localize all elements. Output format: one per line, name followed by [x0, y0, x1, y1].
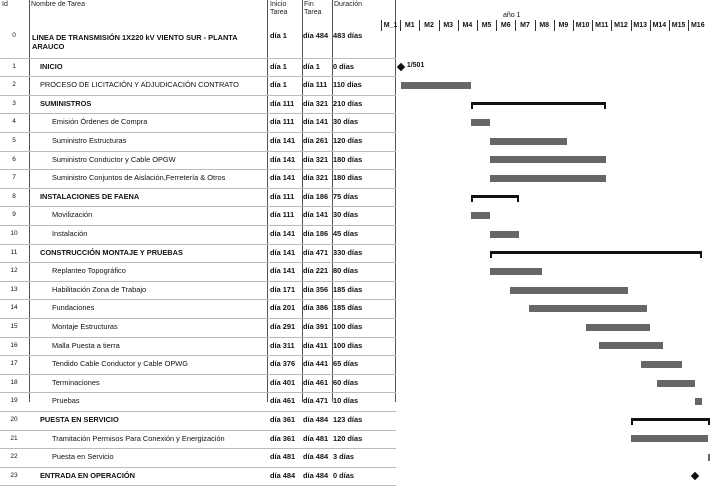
- header-id-label: Id: [2, 1, 8, 8]
- task-name: Instalación: [52, 229, 88, 238]
- task-row[interactable]: [0, 281, 396, 299]
- task-name: ENTRADA EN OPERACIÓN: [40, 470, 135, 480]
- task-duration: 120 días: [333, 136, 363, 145]
- task-row[interactable]: [0, 113, 396, 131]
- task-end: día 321: [303, 173, 329, 183]
- task-id: 8: [12, 192, 16, 200]
- summary-bar-cap: [604, 102, 606, 109]
- task-bar[interactable]: [490, 175, 605, 182]
- task-end: día 471: [303, 247, 329, 257]
- task-end: día 484: [303, 31, 329, 40]
- task-end: día 441: [303, 359, 329, 369]
- task-start: día 1: [270, 61, 287, 71]
- task-name: Suministro Estructuras: [52, 136, 127, 145]
- task-start: día 111: [270, 98, 295, 108]
- summary-bar-cap: [471, 102, 473, 109]
- month-label: M15: [671, 22, 686, 29]
- month-label: M2: [424, 22, 434, 29]
- task-end: día 141: [303, 117, 329, 127]
- task-end: día 356: [303, 284, 329, 294]
- month-label: M1: [404, 22, 415, 29]
- milestone-diamond[interactable]: [397, 63, 405, 71]
- task-end: día 471: [303, 396, 329, 406]
- task-name: INSTALACIONES DE FAENA: [40, 191, 140, 201]
- task-duration: 210 días: [333, 98, 363, 108]
- task-name: PUESTA EN SERVICIO: [40, 415, 119, 424]
- header-name[interactable]: [29, 0, 267, 28]
- month-label: M6: [500, 22, 511, 29]
- task-duration: 330 días: [333, 247, 363, 257]
- task-duration: 100 días: [333, 340, 363, 350]
- task-name: SUMINISTROS: [40, 98, 92, 108]
- task-row[interactable]: [0, 58, 396, 76]
- task-start: día 141: [270, 229, 296, 238]
- task-duration: 185 días: [333, 284, 363, 294]
- task-row[interactable]: [0, 30, 396, 58]
- task-bar[interactable]: [490, 156, 605, 163]
- task-end: día 111: [303, 80, 328, 90]
- task-duration: 120 días: [333, 433, 363, 443]
- task-bar[interactable]: [529, 305, 647, 312]
- task-duration: 110 días: [333, 80, 362, 90]
- task-bar[interactable]: [471, 119, 490, 126]
- month-label: M16: [690, 22, 705, 29]
- task-duration: 30 días: [333, 117, 359, 127]
- task-id: 20: [10, 416, 18, 423]
- task-id: 10: [10, 230, 18, 237]
- task-name: LINEA DE TRANSMISIÓN 1X220 kV VIENTO SUR - PLANTA ARAUCO: [32, 33, 238, 51]
- task-name: PROCESO DE LICITACIÓN Y ADJUDICACIÓN CONTRATO: [40, 80, 239, 90]
- task-row[interactable]: [0, 392, 396, 410]
- task-start: día 171: [270, 284, 296, 294]
- task-duration: 483 días: [333, 31, 363, 40]
- task-name: Fundaciones: [52, 303, 95, 313]
- task-name: INICIO: [40, 61, 63, 71]
- task-start: día 111: [270, 117, 295, 127]
- summary-bar-cap: [471, 195, 473, 202]
- task-name: Suministro Conductor y Cable OPGW: [52, 154, 176, 164]
- task-id: 19: [10, 397, 18, 405]
- task-start: día 484: [270, 470, 296, 480]
- task-start: día 401: [270, 377, 296, 387]
- summary-bar-cap: [517, 195, 519, 202]
- month-label: M11: [595, 22, 609, 29]
- task-start: día 311: [270, 340, 295, 350]
- task-id: 1: [12, 62, 16, 70]
- task-id: 18: [10, 378, 18, 386]
- task-row[interactable]: [0, 244, 396, 262]
- task-start: día 141: [270, 136, 296, 145]
- task-row[interactable]: [0, 467, 396, 485]
- month-label: M12: [614, 22, 628, 29]
- task-duration: 100 días: [333, 322, 363, 331]
- task-name: Terminaciones: [52, 377, 100, 387]
- task-row[interactable]: [0, 262, 396, 280]
- task-start: día 361: [270, 433, 296, 443]
- task-row[interactable]: [0, 225, 396, 243]
- task-duration: 80 días: [333, 266, 359, 276]
- task-bar[interactable]: [401, 82, 471, 89]
- task-start: día 111: [270, 191, 295, 201]
- task-end: día 386: [303, 303, 329, 313]
- month-label: M5: [481, 22, 492, 29]
- task-name: Montaje Estructuras: [52, 322, 118, 331]
- task-bar[interactable]: [641, 361, 683, 368]
- header-start[interactable]: [268, 0, 302, 28]
- task-row[interactable]: [0, 318, 396, 336]
- task-id: 15: [10, 323, 18, 330]
- task-id: 7: [12, 174, 16, 182]
- task-id: 23: [10, 471, 18, 479]
- task-duration: 0 días: [333, 470, 354, 480]
- task-end: día 321: [303, 98, 329, 108]
- task-bar[interactable]: [471, 212, 490, 219]
- task-id: 2: [12, 81, 16, 89]
- milestone-diamond[interactable]: [691, 472, 699, 480]
- task-end: día 481: [303, 433, 329, 443]
- milestone-date-label: 1/501: [406, 61, 425, 69]
- task-start: día 141: [270, 247, 296, 257]
- task-start: día 111: [270, 210, 295, 220]
- task-row[interactable]: [0, 355, 396, 373]
- task-start: día 361: [270, 415, 296, 424]
- task-end: día 186: [303, 229, 329, 238]
- task-duration: 180 días: [333, 154, 363, 164]
- task-bar[interactable]: [599, 342, 663, 349]
- task-id: 21: [10, 434, 18, 442]
- task-end: día 461: [303, 377, 329, 387]
- summary-bar-cap: [490, 251, 492, 258]
- task-name: Suministro Conjuntos de Aislación,Ferretería & Otros: [52, 173, 226, 183]
- task-start: día 291: [270, 322, 296, 331]
- header-id[interactable]: [0, 0, 28, 28]
- month-label: M8: [539, 22, 550, 29]
- summary-bar[interactable]: [631, 418, 710, 421]
- task-start: día 141: [270, 266, 296, 276]
- month-label: M7: [520, 22, 530, 29]
- task-start: día 201: [270, 303, 296, 313]
- task-duration: 75 días: [333, 191, 359, 201]
- task-bar[interactable]: [657, 380, 695, 387]
- task-id: 4: [12, 118, 16, 126]
- task-id: 9: [12, 211, 16, 219]
- task-start: día 141: [270, 154, 296, 164]
- task-duration: 0 días: [333, 61, 354, 71]
- task-row[interactable]: [0, 411, 396, 429]
- task-id: 16: [10, 341, 18, 349]
- header-duration-label: Duración: [334, 1, 363, 8]
- task-end: día 1: [303, 61, 320, 71]
- month-label: M3: [443, 22, 454, 29]
- task-id: 3: [12, 99, 16, 107]
- task-row[interactable]: [0, 132, 396, 150]
- task-duration: 45 días: [333, 229, 359, 238]
- task-end: día 186: [303, 191, 329, 201]
- task-duration: 123 días: [333, 415, 363, 424]
- task-duration: 180 días: [333, 173, 363, 183]
- task-name: Tendido Cable Conductor y Cable OPWG: [52, 359, 188, 369]
- task-end: día 484: [303, 470, 329, 480]
- header-end-label: Fin Tarea: [304, 1, 322, 16]
- summary-bar[interactable]: [490, 251, 701, 254]
- task-end: día 321: [303, 154, 329, 164]
- summary-bar-cap: [631, 418, 633, 425]
- task-id: 11: [10, 248, 18, 256]
- task-start: día 1: [270, 80, 287, 90]
- task-start: día 481: [270, 452, 296, 462]
- task-end: día 221: [303, 266, 329, 276]
- task-bar[interactable]: [586, 324, 650, 331]
- month-label: M9: [558, 22, 569, 29]
- task-row[interactable]: [0, 206, 396, 224]
- task-start: día 376: [270, 359, 296, 369]
- month-label: M4: [462, 22, 473, 29]
- task-bar[interactable]: [695, 398, 701, 405]
- task-end: día 484: [303, 452, 329, 462]
- task-end: día 261: [303, 136, 329, 145]
- task-name: Puesta en Servicio: [52, 452, 114, 462]
- task-name: Pruebas: [52, 396, 80, 406]
- header-end[interactable]: [302, 0, 332, 28]
- summary-bar[interactable]: [471, 102, 605, 105]
- task-duration: 65 días: [333, 359, 359, 369]
- task-start: día 141: [270, 173, 296, 183]
- task-row[interactable]: [0, 169, 396, 187]
- task-end: día 141: [303, 210, 329, 220]
- task-end: día 391: [303, 322, 329, 331]
- task-id: 12: [10, 267, 18, 275]
- task-name: CONSTRUCCIÓN MONTAJE Y PRUEBAS: [40, 247, 183, 257]
- task-bar[interactable]: [490, 231, 519, 238]
- task-row[interactable]: [0, 188, 396, 206]
- task-id: 22: [10, 453, 18, 461]
- task-name: Tramitación Permisos Para Conexión y Energización: [52, 433, 225, 443]
- month-label: M_1: [383, 22, 398, 29]
- task-row[interactable]: [0, 374, 396, 392]
- summary-bar[interactable]: [471, 195, 519, 198]
- year-label: año 1: [503, 12, 521, 19]
- task-id: 5: [12, 137, 16, 144]
- task-row[interactable]: [0, 430, 396, 448]
- task-bar[interactable]: [490, 138, 567, 145]
- task-id: 14: [10, 304, 18, 312]
- task-id: 6: [12, 155, 16, 163]
- header-name-label: Nombre de Tarea: [31, 1, 85, 8]
- task-name: Habilitación Zona de Trabajo: [52, 284, 147, 294]
- task-start: día 461: [270, 396, 296, 406]
- task-bar[interactable]: [631, 435, 708, 442]
- task-duration: 60 días: [333, 377, 359, 387]
- task-end: día 484: [303, 415, 329, 424]
- summary-bar-cap: [700, 251, 702, 258]
- task-id: 0: [12, 32, 16, 39]
- task-duration: 3 días: [333, 452, 354, 462]
- header-start-label: Inicio Tarea: [270, 1, 288, 16]
- month-label: M14: [652, 22, 667, 29]
- task-row[interactable]: [0, 151, 396, 169]
- month-label: M10: [575, 22, 590, 29]
- task-start: día 1: [270, 31, 287, 40]
- task-duration: 10 días: [333, 396, 359, 406]
- task-end: día 411: [303, 340, 328, 350]
- task-row[interactable]: [0, 95, 396, 113]
- task-row[interactable]: [0, 448, 396, 466]
- task-duration: 185 días: [333, 303, 363, 313]
- task-id: 13: [10, 285, 18, 293]
- task-name: Movilización: [52, 210, 93, 220]
- month-label: M13: [633, 22, 647, 29]
- task-bar[interactable]: [490, 268, 541, 275]
- task-bar[interactable]: [510, 287, 628, 294]
- task-name: Malla Puesta a tierra: [52, 340, 120, 350]
- task-duration: 30 días: [333, 210, 359, 220]
- task-row[interactable]: [0, 299, 396, 317]
- task-id: 17: [10, 360, 18, 368]
- task-name: Emisión Órdenes de Compra: [52, 117, 148, 127]
- task-name: Replanteo Topográfico: [52, 266, 126, 276]
- task-row[interactable]: [0, 337, 396, 355]
- task-row[interactable]: [0, 76, 396, 94]
